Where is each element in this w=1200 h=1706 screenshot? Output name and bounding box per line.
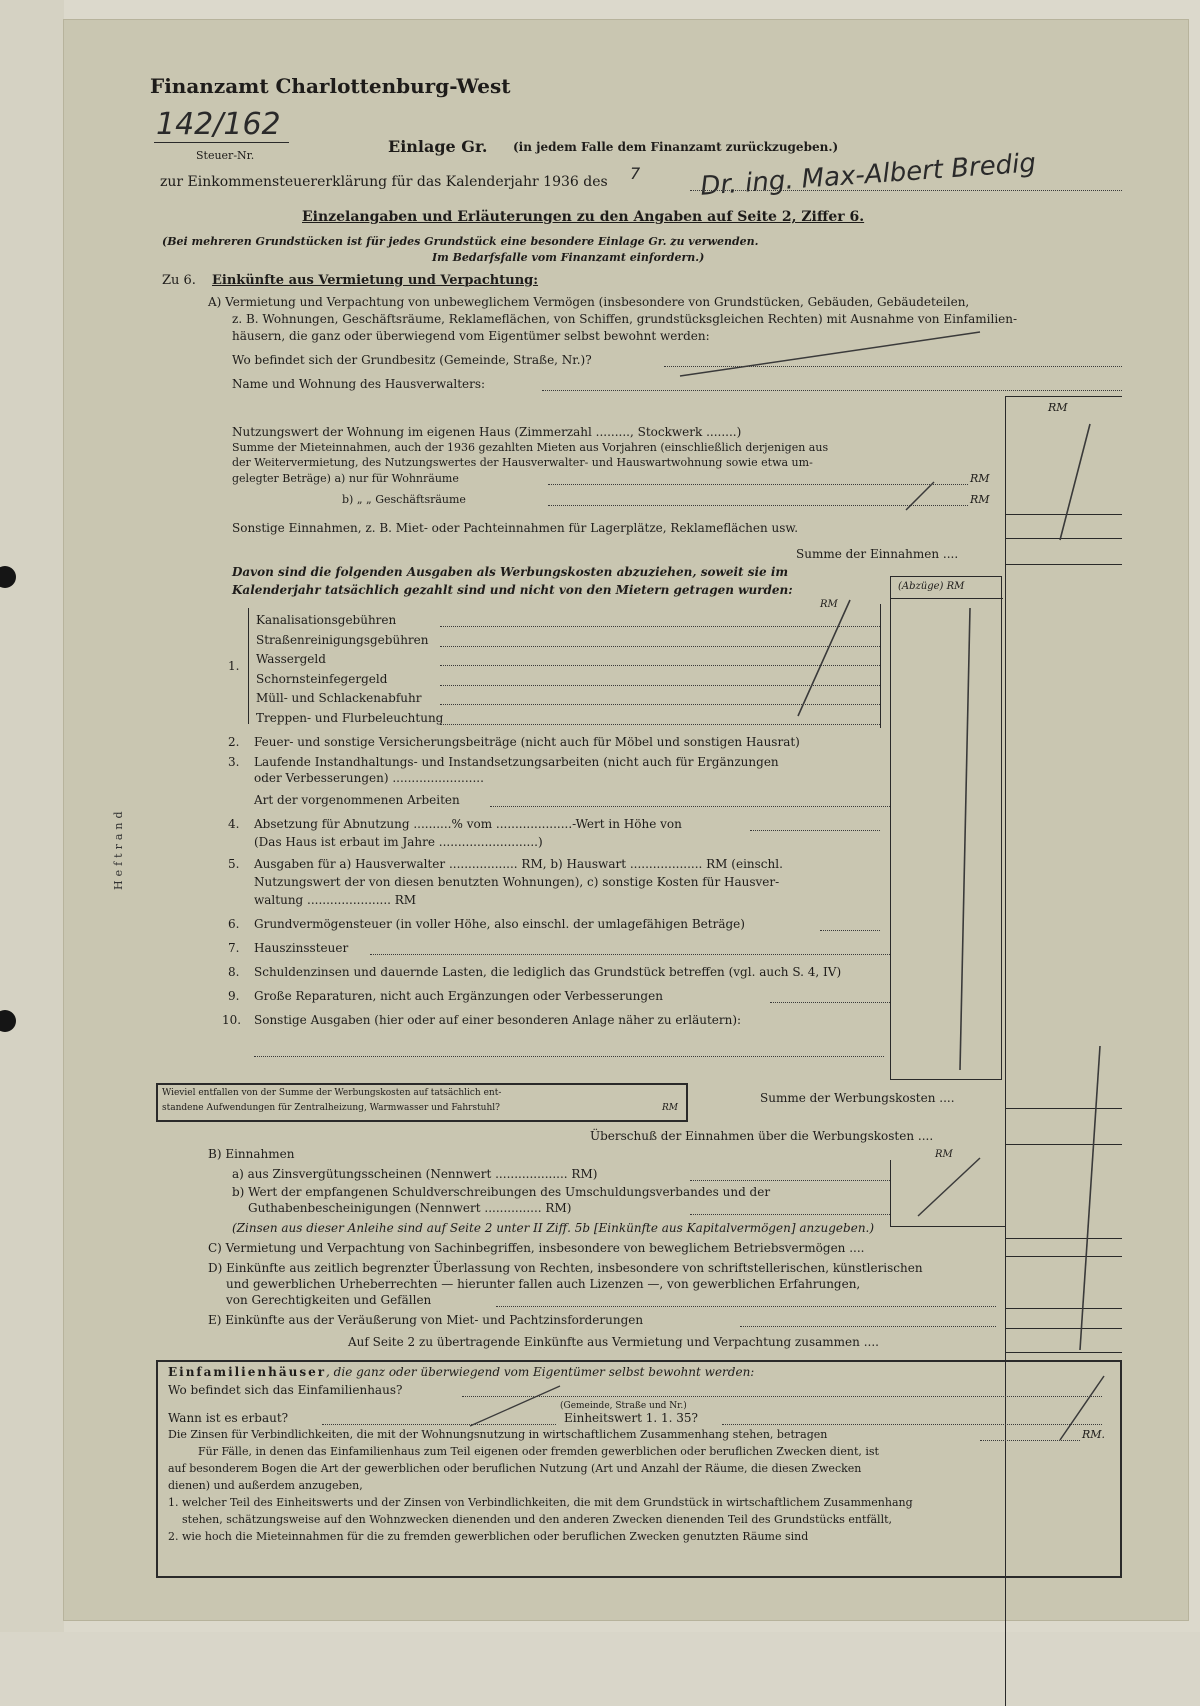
deduction-item-text: Nutzungswert der von diesen benutzten Wohnungen), c) sonstige Kosten für Hausver- — [254, 875, 780, 889]
single-family-title-rest: , die ganz oder überwiegend vom Eigentümer selbst bewohnt werden: — [326, 1365, 755, 1379]
b-b-line-2: Guthabenbescheinigungen (Nennwert ............... RM) — [248, 1201, 572, 1215]
office-name: Finanzamt Charlottenburg-West — [150, 74, 511, 98]
heftrand-label: Heftrand — [112, 807, 125, 890]
taxpayer-name-handwritten: Dr. ing. Max-Albert Bredig — [699, 148, 1037, 202]
single-family-title: Einfamilienhäuser — [168, 1365, 327, 1379]
deduction-item-number: 4. — [228, 817, 240, 831]
deduction-item-text: Schuldenzinsen und dauernde Lasten, die lediglich das Grundstück betreffen (vgl. auch S. 4, IV) — [254, 965, 842, 979]
single-family-interest: Die Zinsen für Verbindlichkeiten, die mit der Wohnungsnutzung in wirtschaftlichem Zusammenhang stehen, betragen — [168, 1428, 828, 1441]
deduction-item-text: Laufende Instandhaltungs- und Instandsetzungsarbeiten (nicht auch für Ergänzungen — [254, 755, 779, 769]
single-family-p3: dienen) und außerdem anzugeben, — [168, 1479, 363, 1492]
rm-unit: RM — [820, 599, 838, 610]
sum-expenses-label: Summe der Werbungskosten .... — [760, 1091, 955, 1105]
item-1-entry: Schornsteinfegergeld — [256, 671, 388, 686]
e-line: E) Einkünfte aus der Veräußerung von Miet- und Pachtzinsforderungen — [208, 1313, 644, 1327]
single-family-where-hint: (Gemeinde, Straße und Nr.) — [560, 1401, 687, 1411]
deduction-item-text: oder Verbesserungen) ........................ — [254, 771, 484, 785]
other-income-line: Sonstige Einnahmen, z. B. Miet- oder Pachteinnahmen für Lagerplätze, Reklameflächen usw. — [232, 521, 799, 535]
rent-line-3: gelegter Beträge) a) nur für Wohnräume — [232, 472, 459, 485]
b-b-line-1: b) Wert der empfangenen Schuldverschreibungen des Umschuldungsverbandes und der — [232, 1185, 771, 1199]
note-line-1: (Bei mehreren Grundstücken ist für jedes Grundstück eine besondere Einlage Gr. zu verwenden. — [162, 235, 759, 248]
form-title-note: (in jedem Falle dem Finanzamt zurückzugeben.) — [513, 140, 839, 154]
section-label: Zu 6. — [162, 273, 196, 288]
deduction-item-number: 5. — [228, 857, 240, 871]
d-line-2: und gewerblichen Urheberrechten — hierunter fallen auch Lizenzen —, von gewerblichen Erfahrungen, — [226, 1277, 861, 1291]
item-1-entry: Müll- und Schlackenabfuhr — [256, 691, 422, 705]
single-family-p4: 1. welcher Teil des Einheitswerts und der Zinsen von Verbindlichkeiten, die mit dem Grundstück in wirtschaftlichem Zusammenhang — [168, 1496, 913, 1509]
transfer-line: Auf Seite 2 zu übertragende Einkünfte aus Vermietung und Verpachtung zusammen .... — [348, 1335, 879, 1349]
single-family-p6: 2. wie hoch die Mieteinnahmen für die zu fremden gewerblichen oder beruflichen Zwecken genutzten Räume sind — [168, 1530, 809, 1543]
deduction-item-number: 9. — [228, 989, 240, 1003]
item-1-number: 1. — [228, 659, 240, 673]
amount-column-header: RM — [1048, 401, 1068, 414]
single-family-p2: auf besonderem Bogen die Art der gewerblichen oder beruflichen Nutzung (Art und Anzahl der Räume, die diesen Zwecken — [168, 1462, 862, 1475]
section-title: Einkünfte aus Vermietung und Verpachtung: — [212, 273, 539, 288]
surplus-label: Überschuß der Einnahmen über die Werbungskosten .... — [590, 1129, 934, 1143]
form-title: Einlage Gr. — [388, 137, 488, 156]
central-heating-line-2: standene Aufwendungen für Zentralheizung, Warmwasser und Fahrstuhl? — [162, 1103, 500, 1113]
single-family-p1: Für Fälle, in denen das Einfamilienhaus zum Teil eigenen oder fremden gewerblichen oder beruflichen Zwecken dient, ist — [198, 1445, 879, 1458]
section-a-line-1: A) Vermietung und Verpachtung von unbeweglichem Vermögen (insbesondere von Grundstücken, Gebäuden, Gebäudeteilen, — [208, 295, 970, 309]
deduction-item-number: 6. — [228, 917, 240, 931]
deduction-item-text: Grundvermögensteuer (in voller Höhe, also einschl. der umlagefähigen Beträge) — [254, 917, 745, 931]
deduction-item-text: Sonstige Ausgaben (hier oder auf einer besonderen Anlage näher zu erläutern): — [254, 1013, 742, 1027]
deduction-item-number: 2. — [228, 735, 240, 749]
rent-line-1: Summe der Mieteinnahmen, auch der 1936 gezahlten Mieten aus Vorjahren (einschließlich derjenigen aus — [232, 441, 829, 454]
single-family-built: Wann ist es erbaut? — [168, 1411, 289, 1425]
rent-line-2: der Weitervermietung, des Nutzungswertes der Hausverwalter- und Hauswartwohnung sowie etwa um- — [232, 456, 813, 469]
location-question: Wo befindet sich der Grundbesitz (Gemeinde, Straße, Nr.)? — [232, 353, 592, 367]
deduction-item-text: waltung ...................... RM — [254, 893, 417, 907]
rm-unit: RM — [970, 472, 990, 485]
single-family-where: Wo befindet sich das Einfamilienhaus? — [168, 1383, 403, 1397]
deduction-item-text: (Das Haus ist erbaut im Jahre ..........................) — [254, 835, 543, 849]
item-1-entry: Straßenreinigungsgebühren — [256, 632, 429, 647]
b-title: B) Einnahmen — [208, 1147, 295, 1161]
declaration-line: zur Einkommensteuererklärung für das Kalenderjahr 1936 des — [160, 174, 608, 190]
section-a-line-2: z. B. Wohnungen, Geschäftsräume, Reklameflächen, von Schiffen, grundstücksgleichen Rechten) mit Ausnahme von Einfamilien- — [232, 312, 1018, 326]
sum-income-label: Summe der Einnahmen .... — [796, 547, 959, 561]
item-1-entry: Treppen- und Flurbeleuchtung — [256, 710, 444, 725]
year-overwrite: 7 — [630, 164, 641, 183]
b-a-line: a) aus Zinsvergütungsscheinen (Nennwert ................... RM) — [232, 1167, 598, 1181]
rm-unit: RM — [970, 493, 990, 506]
section-a-line-3: häusern, die ganz oder überwiegend vom Eigentümer selbst bewohnt werden: — [232, 329, 710, 343]
c-line: C) Vermietung und Verpachtung von Sachinbegriffen, insbesondere von beweglichem Betriebsvermögen .... — [208, 1241, 865, 1255]
single-family-p5: stehen, schätzungsweise auf den Wohnzwecken dienenden und den anderen Zwecken dienenden Teil des Grundstücks entfällt, — [182, 1513, 893, 1526]
item-1-entry: Kanalisationsgebühren — [256, 613, 397, 627]
tax-number-label: Steuer-Nr. — [196, 149, 255, 162]
deduction-item-text: Große Reparaturen, nicht auch Ergänzungen oder Verbesserungen — [254, 989, 663, 1003]
deduction-item-number: 7. — [228, 941, 240, 955]
rm-unit: RM. — [1082, 1428, 1106, 1441]
deduction-item-text: Hauszinssteuer — [254, 941, 349, 955]
d-line-1: D) Einkünfte aus zeitlich begrenzter Überlassung von Rechten, insbesondere von schriftstellerischen, künstlerischen — [208, 1261, 923, 1275]
manager-question: Name und Wohnung des Hausverwalters: — [232, 377, 486, 391]
usage-value-line: Nutzungswert der Wohnung im eigenen Haus (Zimmerzahl ........., Stockwerk ........) — [232, 425, 742, 439]
deduction-intro-2: Kalenderjahr tatsächlich gezahlt sind und nicht von den Mietern getragen wurden: — [232, 583, 793, 597]
note-line-2: Im Bedarfsfalle vom Finanzamt einfordern.) — [432, 251, 705, 264]
deduction-intro-1: Davon sind die folgenden Ausgaben als Werbungskosten abzuziehen, soweit sie im — [232, 565, 789, 579]
deduction-item-text: Art der vorgenommenen Arbeiten — [254, 793, 460, 807]
single-family-unit-value: Einheitswert 1. 1. 35? — [564, 1411, 698, 1425]
item-1-entry: Wassergeld — [256, 652, 326, 666]
tax-number-handwritten: 142/162 — [156, 107, 281, 142]
deduction-item-text: Absetzung für Abnutzung ..........% vom ....................-Wert in Höhe von — [254, 817, 682, 831]
deductions-header: (Abzüge) RM — [898, 581, 965, 592]
b-note: (Zinsen aus dieser Anleihe sind auf Seite 2 unter II Ziff. 5b [Einkünfte aus Kapitalvermögen] anzugeben.) — [232, 1221, 875, 1235]
deduction-item-number: 10. — [222, 1013, 242, 1027]
deduction-item-number: 8. — [228, 965, 240, 979]
central-heating-line-1: Wieviel entfallen von der Summe der Werbungskosten auf tatsächlich ent- — [162, 1088, 502, 1098]
d-line-3: von Gerechtigkeiten und Gefällen — [226, 1293, 432, 1307]
deduction-item-text: Ausgaben für a) Hausverwalter .................. RM, b) Hauswart ................... RM (einschl. — [254, 857, 783, 871]
rm-unit: RM — [935, 1149, 953, 1160]
deduction-item-text: Feuer- und sonstige Versicherungsbeiträge (nicht auch für Möbel und sonstigen Hausrat) — [254, 735, 800, 749]
form-subtitle: Einzelangaben und Erläuterungen zu den Angaben auf Seite 2, Ziffer 6. — [302, 209, 865, 225]
rm-unit: RM — [662, 1103, 678, 1113]
rent-line-b: b) „ „ Geschäftsräume — [342, 493, 466, 506]
deduction-item-number: 3. — [228, 755, 240, 769]
